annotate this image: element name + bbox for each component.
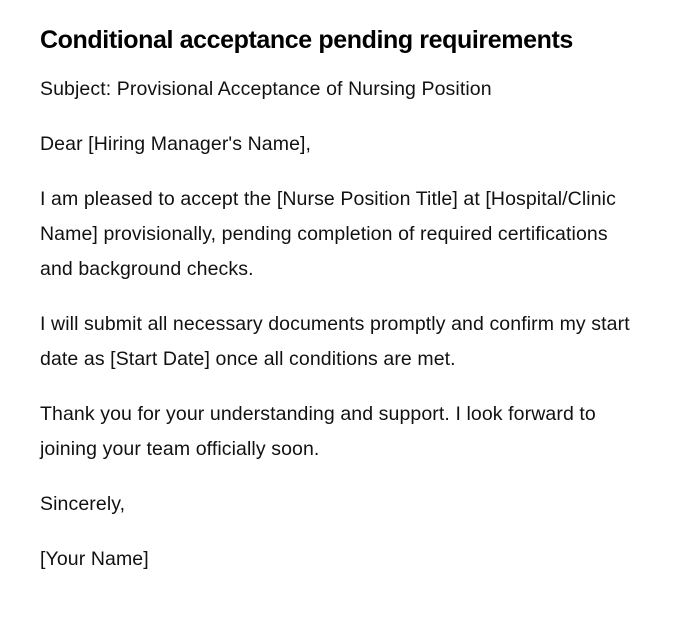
subject-line: Subject: Provisional Acceptance of Nursing Position [40, 78, 492, 100]
closing: Sincerely, [40, 493, 126, 515]
letter-document [40, 22, 640, 597]
document-title: Conditional acceptance pending requirements [40, 26, 573, 54]
body-paragraph-3: Thank you for your understanding and support. I look forward to joining your team officially soon. [40, 403, 596, 460]
body-paragraph-1: I am pleased to accept the [Nurse Position Title] at [Hospital/Clinic Name] provisionally, pending completion of required certifications and background checks. [40, 188, 616, 280]
body-paragraph-2: I will submit all necessary documents promptly and confirm my start date as [Start Date] once all conditions are met. [40, 313, 630, 370]
salutation: Dear [Hiring Manager's Name], [40, 133, 312, 155]
signature-name: [Your Name] [40, 548, 149, 570]
